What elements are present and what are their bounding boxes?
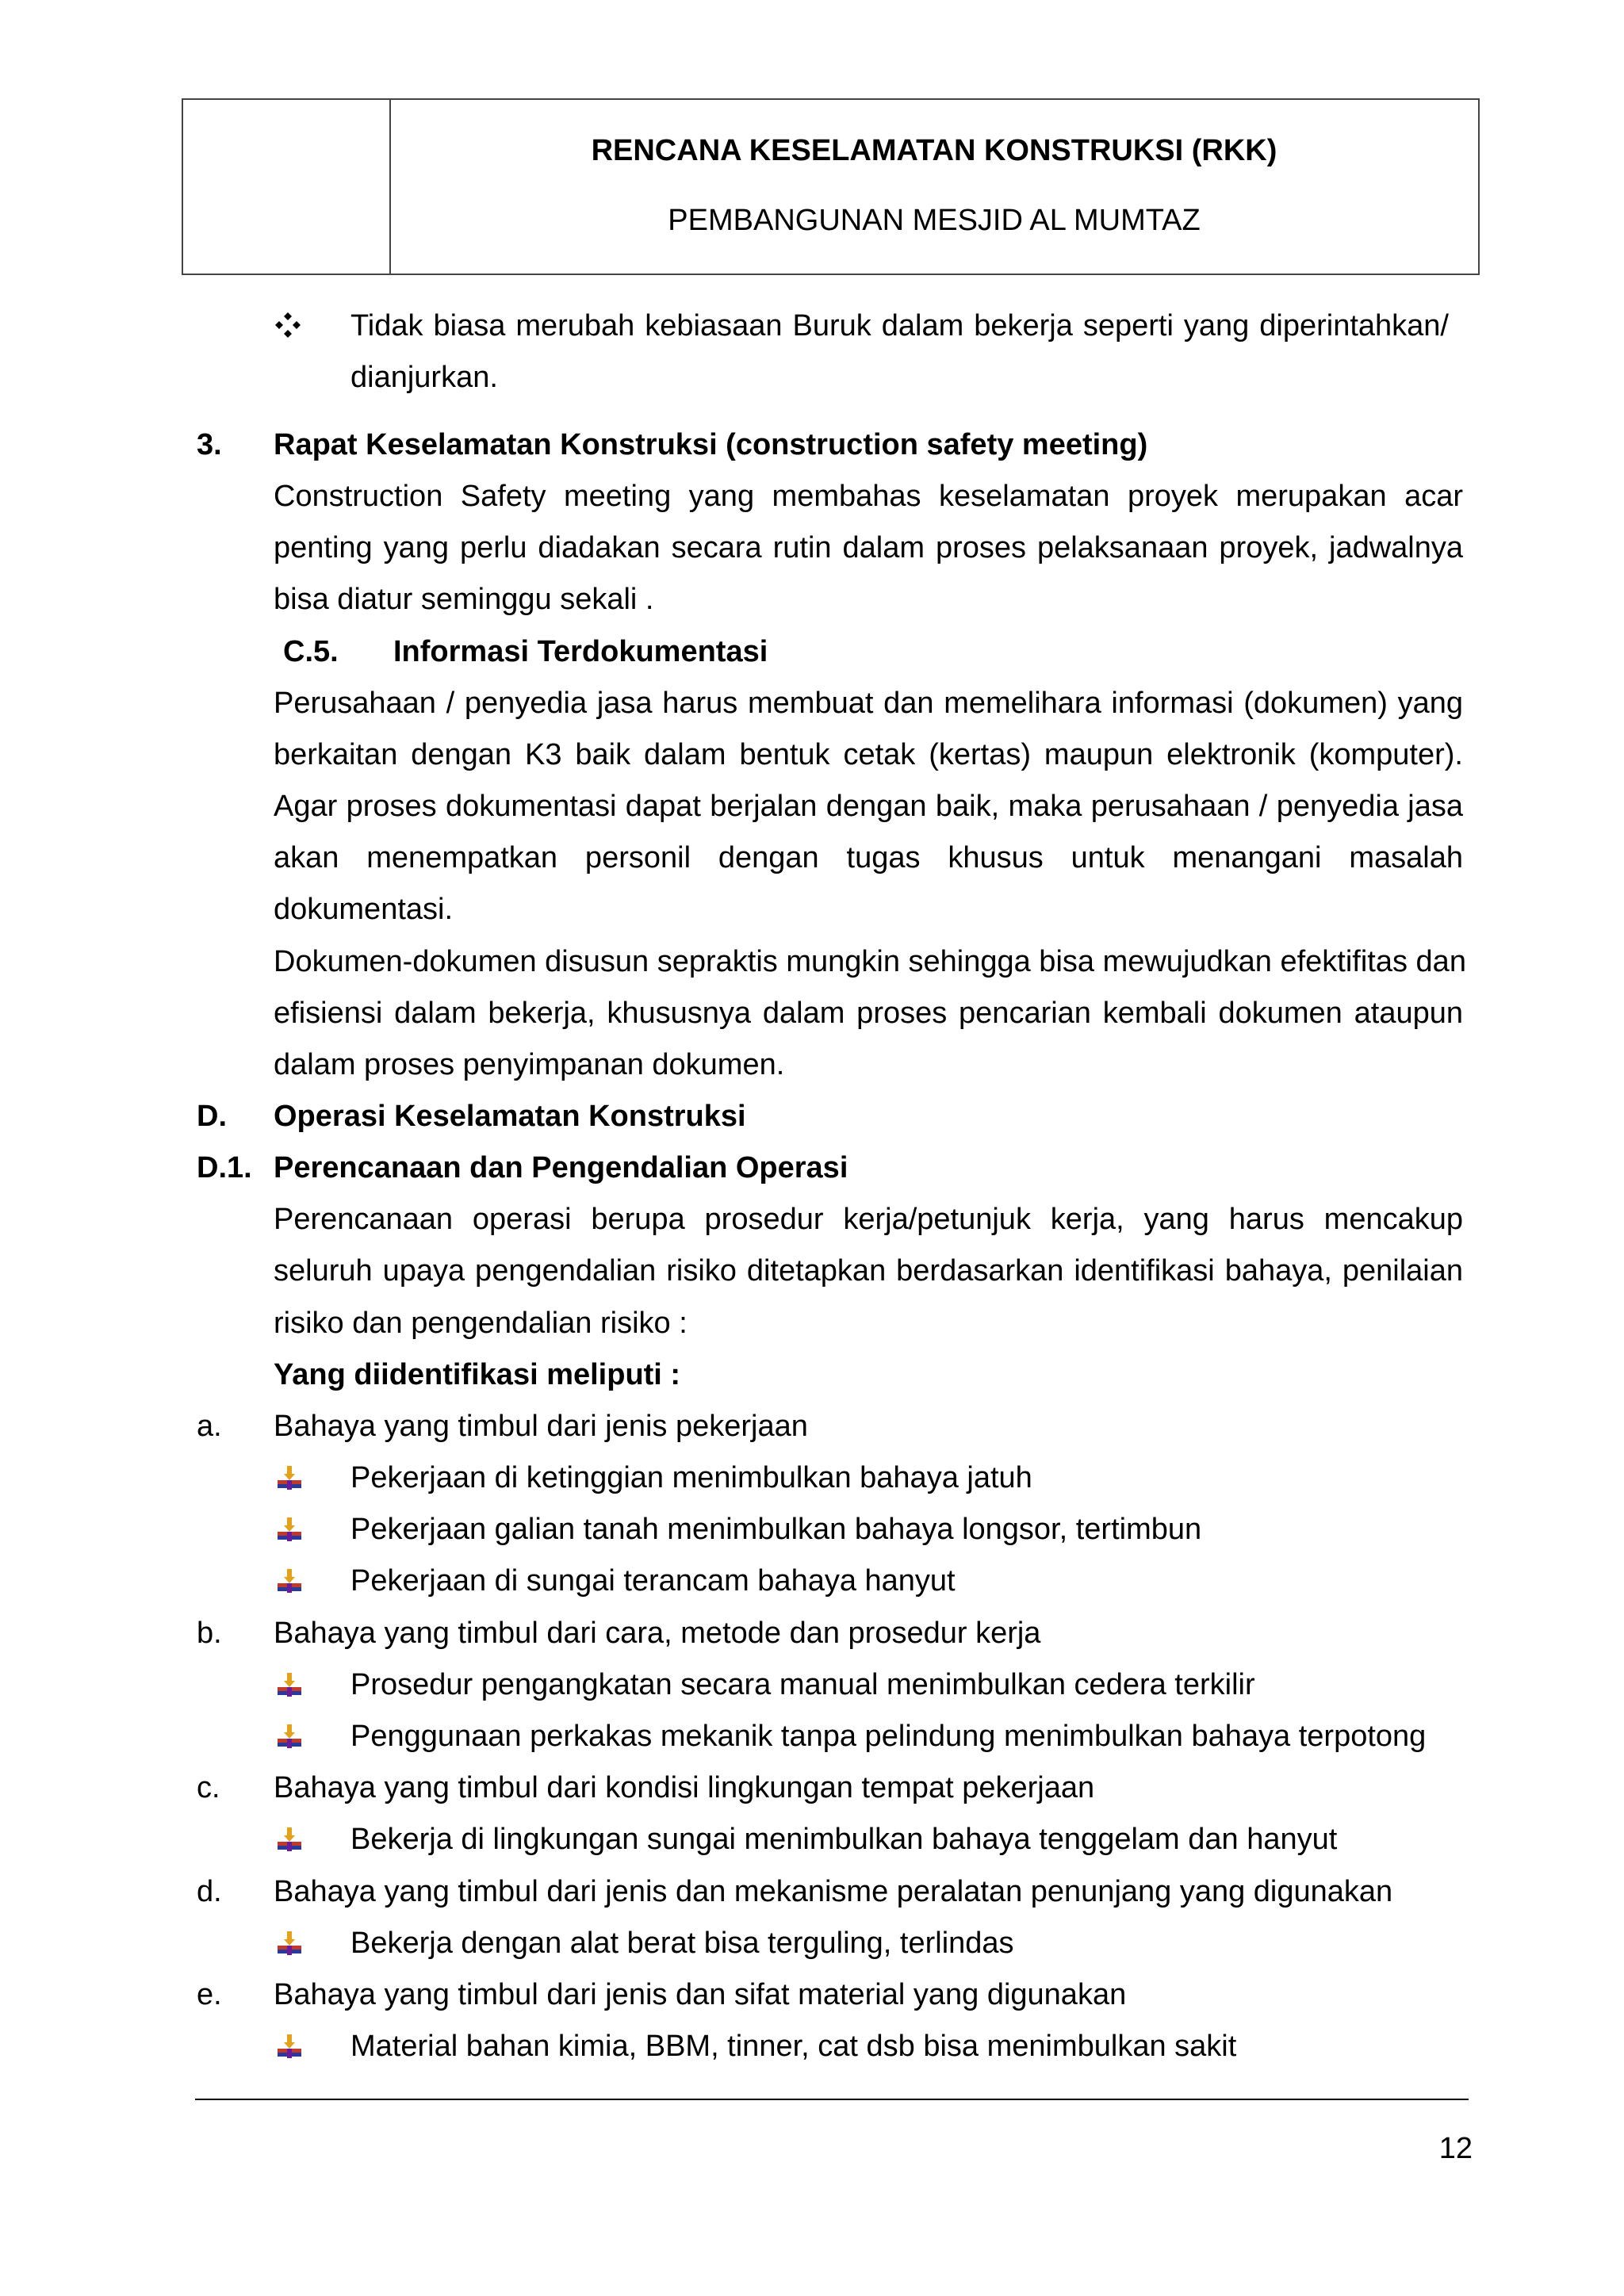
c5-title: Informasi Terdokumentasi (393, 635, 768, 668)
hazard-letter: a. (197, 1410, 222, 1443)
document-title: RENCANA KESELAMATAN KONSTRUKSI (RKK) (591, 134, 1277, 167)
cross-arrow-bullet-icon (276, 1930, 303, 1957)
hazard-letter: d. (197, 1875, 222, 1908)
c5-paragraph-line: Agar proses dokumentasi dapat berjalan dengan baik, maka perusahaan / penyedia jasa (274, 790, 1463, 823)
c5-paragraph-line: dalam proses penyimpanan dokumen. (274, 1048, 785, 1081)
hazard-heading: Bahaya yang timbul dari jenis dan mekanisme peralatan penunjang yang digunakan (274, 1875, 1393, 1908)
d1-title: Perencanaan dan Pengendalian Operasi (274, 1151, 848, 1184)
cross-arrow-bullet-icon (276, 1671, 303, 1698)
footer-rule (195, 2099, 1469, 2100)
page-number: 12 (1438, 2132, 1473, 2165)
hazard-heading: Bahaya yang timbul dari jenis pekerjaan (274, 1410, 808, 1443)
document-subtitle: PEMBANGUNAN MESJID AL MUMTAZ (668, 204, 1201, 237)
cross-arrow-bullet-icon (276, 1723, 303, 1750)
hazard-item: Bekerja dengan alat berat bisa terguling, terlindas (350, 1927, 1014, 1960)
d1-paragraph-line: Perencanaan operasi berupa prosedur kerja/petunjuk kerja, yang harus mencakup (274, 1203, 1463, 1236)
d1-paragraph-line: seluruh upaya pengendalian risiko ditetapkan berdasarkan identifikasi bahaya, penilaian (274, 1254, 1463, 1288)
cross-arrow-bullet-icon (276, 2033, 303, 2060)
section-d-title: Operasi Keselamatan Konstruksi (274, 1100, 746, 1133)
header-divider (389, 98, 391, 274)
section-3-title: Rapat Keselamatan Konstruksi (construction safety meeting) (274, 428, 1148, 461)
hazard-letter: b. (197, 1617, 222, 1650)
cross-arrow-bullet-icon (276, 1516, 303, 1543)
hazard-letter: e. (197, 1978, 222, 2011)
cross-arrow-bullet-icon (276, 1826, 303, 1853)
c5-number: C.5. (283, 635, 339, 668)
section-3-line: bisa diatur seminggu sekali . (274, 583, 654, 616)
d1-number: D.1. (197, 1151, 252, 1184)
hazard-heading: Bahaya yang timbul dari cara, metode dan prosedur kerja (274, 1617, 1041, 1650)
hazard-item: Bekerja di lingkungan sungai menimbulkan bahaya tenggelam dan hanyut (350, 1823, 1338, 1856)
hazard-heading: Bahaya yang timbul dari kondisi lingkungan tempat pekerjaan (274, 1771, 1095, 1804)
hazard-item: Pekerjaan galian tanah menimbulkan bahaya longsor, tertimbun (350, 1513, 1202, 1546)
hazard-item: Pekerjaan di ketinggian menimbulkan bahaya jatuh (350, 1461, 1032, 1494)
c5-paragraph-line: akan menempatkan personil dengan tugas khusus untuk menangani masalah (274, 841, 1463, 874)
c5-paragraph-line: Dokumen-dokumen disusun sepraktis mungkin sehingga bisa mewujudkan efektifitas dan (274, 945, 1466, 978)
intro-bullet-line-2: dianjurkan. (350, 361, 498, 394)
section-d-number: D. (197, 1100, 227, 1133)
hazard-heading: Bahaya yang timbul dari jenis dan sifat material yang digunakan (274, 1978, 1127, 2011)
hazard-letter: c. (197, 1771, 220, 1804)
identified-label: Yang diidentifikasi meliputi : (274, 1358, 681, 1391)
header-table (182, 98, 1480, 275)
c5-paragraph-line: berkaitan dengan K3 baik dalam bentuk cetak (kertas) maupun elektronik (komputer). (274, 738, 1463, 771)
section-3-number: 3. (197, 428, 222, 461)
hazard-item: Material bahan kimia, BBM, tinner, cat dsb bisa menimbulkan sakit (350, 2030, 1237, 2063)
d1-paragraph-line: risiko dan pengendalian risiko : (274, 1307, 688, 1340)
four-diamond-bullet-icon (274, 311, 302, 339)
section-3-line: Construction Safety meeting yang membahas keselamatan proyek merupakan acar (274, 480, 1463, 513)
hazard-item: Penggunaan perkakas mekanik tanpa pelindung menimbulkan bahaya terpotong (350, 1720, 1427, 1753)
c5-paragraph-line: Perusahaan / penyedia jasa harus membuat dan memelihara informasi (dokumen) yang (274, 687, 1463, 720)
cross-arrow-bullet-icon (276, 1464, 303, 1491)
section-3-line: penting yang perlu diadakan secara rutin dalam proses pelaksanaan proyek, jadwalnya (274, 531, 1463, 564)
intro-bullet-line-1: Tidak biasa merubah kebiasaan Buruk dalam bekerja seperti yang diperintahkan/ (350, 309, 1449, 342)
cross-arrow-bullet-icon (276, 1567, 303, 1594)
hazard-item: Prosedur pengangkatan secara manual menimbulkan cedera terkilir (350, 1668, 1255, 1701)
hazard-item: Pekerjaan di sungai terancam bahaya hanyut (350, 1564, 956, 1598)
c5-paragraph-line: efisiensi dalam bekerja, khususnya dalam proses pencarian kembali dokumen ataupun (274, 997, 1463, 1030)
c5-paragraph-line: dokumentasi. (274, 893, 454, 926)
